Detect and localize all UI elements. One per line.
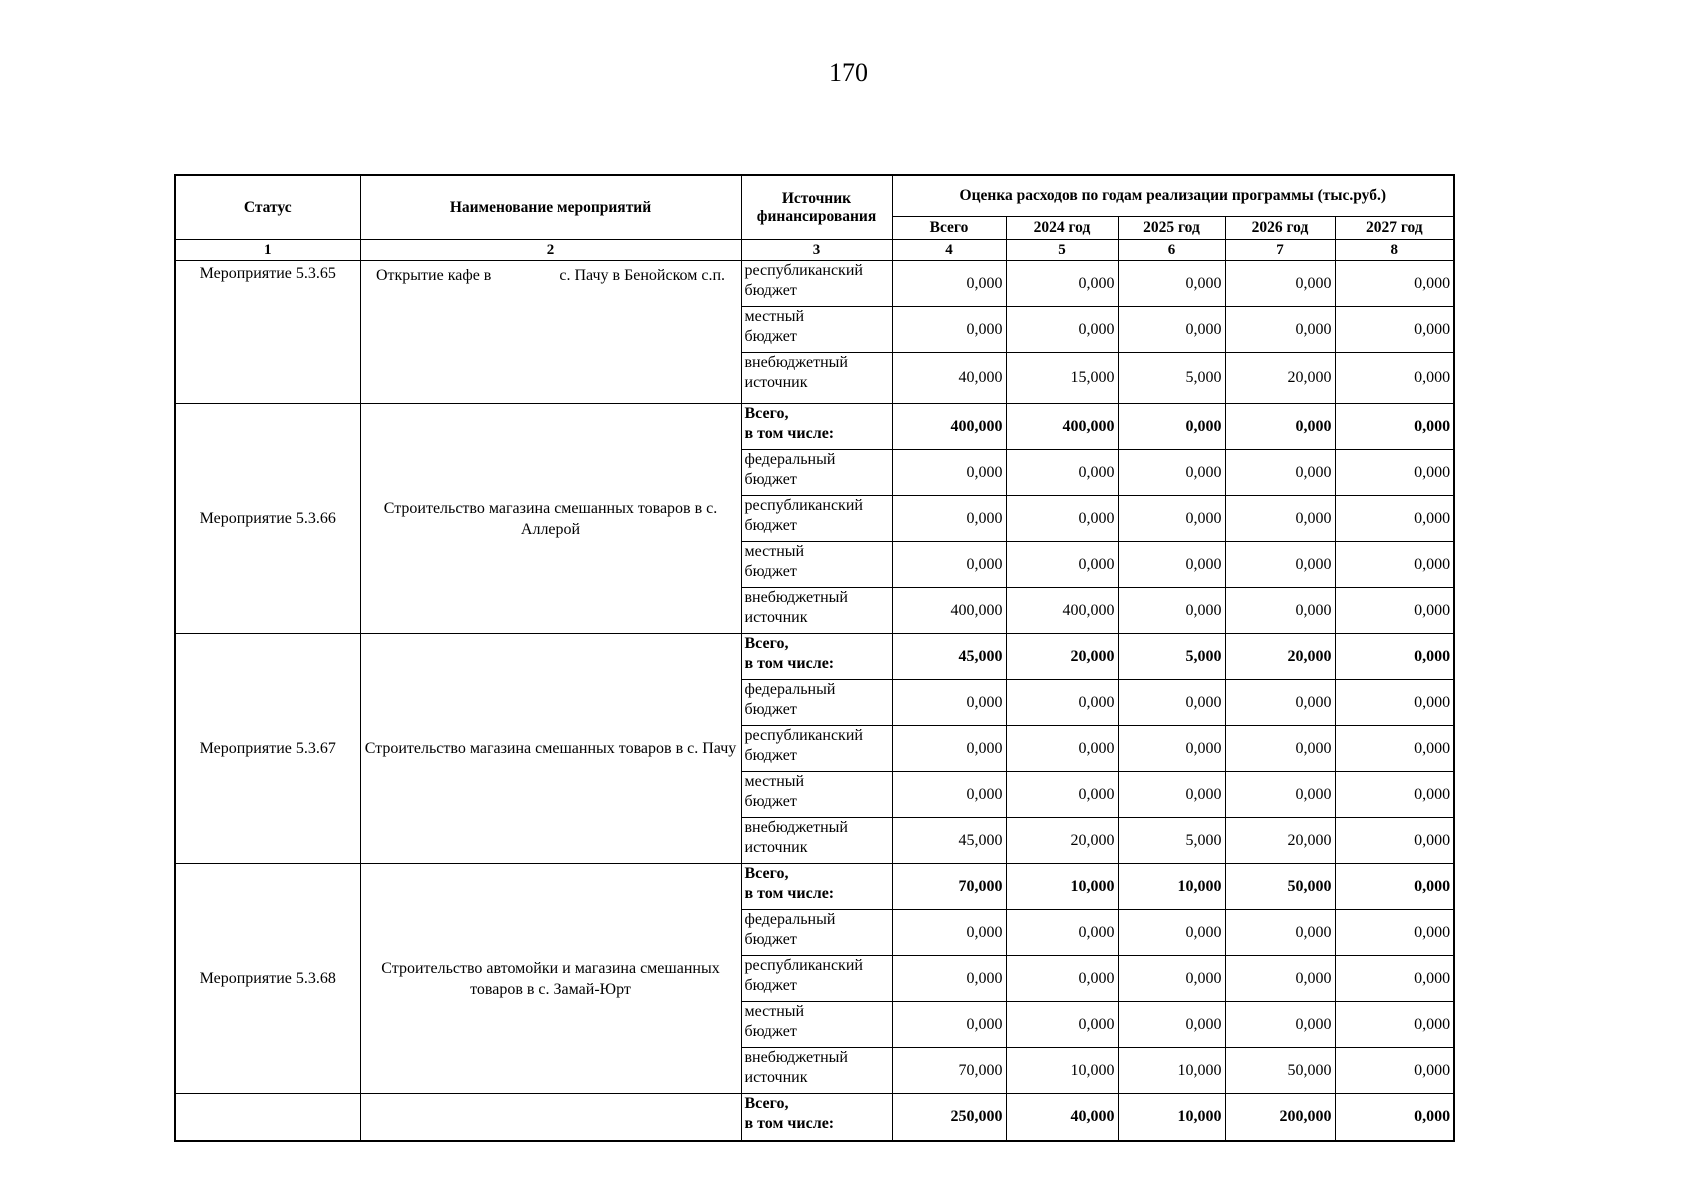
value-2024: 0,000	[1006, 1002, 1118, 1048]
column-number: 6	[1118, 240, 1225, 261]
value-2024: 40,000	[1006, 1094, 1118, 1142]
funding-source: внебюджетный источник	[741, 818, 892, 864]
table-row	[175, 1094, 1454, 1142]
value-2025: 0,000	[1118, 680, 1225, 726]
value-2024: 0,000	[1006, 726, 1118, 772]
value-2026: 20,000	[1225, 818, 1335, 864]
value-2027: 0,000	[1335, 818, 1454, 864]
value-2024: 20,000	[1006, 634, 1118, 680]
column-number: 1	[175, 240, 360, 261]
value-2025: 0,000	[1118, 404, 1225, 450]
value-2026: 50,000	[1225, 1048, 1335, 1094]
table-body	[175, 261, 1454, 1142]
value-total: 45,000	[892, 818, 1006, 864]
measure-status: Мероприятие 5.3.68	[175, 864, 360, 1094]
funding-source: Всего, в том числе:	[741, 864, 892, 910]
value-2024: 0,000	[1006, 450, 1118, 496]
funding-source: внебюджетный источник	[741, 353, 892, 404]
value-total: 0,000	[892, 496, 1006, 542]
value-2027: 0,000	[1335, 542, 1454, 588]
header-2026: 2026 год	[1225, 217, 1335, 240]
value-total: 0,000	[892, 1002, 1006, 1048]
value-2027: 0,000	[1335, 772, 1454, 818]
value-2025: 5,000	[1118, 634, 1225, 680]
header-source: Источник финансирования	[741, 175, 892, 240]
header-2024: 2024 год	[1006, 217, 1118, 240]
value-2024: 400,000	[1006, 588, 1118, 634]
value-2025: 0,000	[1118, 956, 1225, 1002]
header-total: Всего	[892, 217, 1006, 240]
value-2026: 0,000	[1225, 261, 1335, 307]
measure-name: Строительство магазина смешанных товаров в с. Аллерой	[360, 404, 741, 634]
funding-source: республиканский бюджет	[741, 956, 892, 1002]
measure-status: Мероприятие 5.3.65	[175, 261, 360, 404]
measure-name: Строительство автомойки и магазина смешанных товаров в с. Замай-Юрт	[360, 864, 741, 1094]
value-2027: 0,000	[1335, 496, 1454, 542]
funding-source: республиканский бюджет	[741, 496, 892, 542]
value-2026: 0,000	[1225, 542, 1335, 588]
value-2025: 5,000	[1118, 353, 1225, 404]
header-2025: 2025 год	[1118, 217, 1225, 240]
value-total: 0,000	[892, 910, 1006, 956]
measure-name: Открытие кафе в с. Пачу в Бенойском с.п.	[360, 261, 741, 404]
table-row	[175, 864, 1454, 910]
value-2025: 0,000	[1118, 542, 1225, 588]
column-number: 3	[741, 240, 892, 261]
value-2024: 0,000	[1006, 680, 1118, 726]
value-total: 0,000	[892, 450, 1006, 496]
value-total: 70,000	[892, 864, 1006, 910]
value-2026: 50,000	[1225, 864, 1335, 910]
column-number: 4	[892, 240, 1006, 261]
funding-source: местный бюджет	[741, 772, 892, 818]
value-2025: 0,000	[1118, 726, 1225, 772]
value-2027: 0,000	[1335, 726, 1454, 772]
column-number: 7	[1225, 240, 1335, 261]
header-2027: 2027 год	[1335, 217, 1454, 240]
value-2027: 0,000	[1335, 588, 1454, 634]
value-2026: 0,000	[1225, 726, 1335, 772]
funding-source: местный бюджет	[741, 1002, 892, 1048]
value-2026: 0,000	[1225, 496, 1335, 542]
value-2024: 0,000	[1006, 910, 1118, 956]
value-2026: 20,000	[1225, 353, 1335, 404]
value-2027: 0,000	[1335, 680, 1454, 726]
value-2027: 0,000	[1335, 307, 1454, 353]
value-total: 40,000	[892, 353, 1006, 404]
table-row	[175, 634, 1454, 680]
value-total: 400,000	[892, 588, 1006, 634]
value-2024: 20,000	[1006, 818, 1118, 864]
value-2026: 200,000	[1225, 1094, 1335, 1142]
value-2027: 0,000	[1335, 404, 1454, 450]
value-2025: 0,000	[1118, 910, 1225, 956]
value-2025: 10,000	[1118, 864, 1225, 910]
value-2027: 0,000	[1335, 261, 1454, 307]
value-2025: 0,000	[1118, 261, 1225, 307]
value-2025: 0,000	[1118, 588, 1225, 634]
column-number-row	[175, 240, 1454, 261]
measure-status: Мероприятие 5.3.67	[175, 634, 360, 864]
value-2024: 0,000	[1006, 261, 1118, 307]
value-2025: 0,000	[1118, 307, 1225, 353]
measure-status: Мероприятие 5.3.66	[175, 404, 360, 634]
funding-source: республиканский бюджет	[741, 261, 892, 307]
funding-source: внебюджетный источник	[741, 588, 892, 634]
value-total: 70,000	[892, 1048, 1006, 1094]
value-total: 0,000	[892, 261, 1006, 307]
value-2026: 0,000	[1225, 680, 1335, 726]
measure-name: Строительство магазина смешанных товаров в с. Пачу	[360, 634, 741, 864]
funding-source: местный бюджет	[741, 307, 892, 353]
value-total: 0,000	[892, 956, 1006, 1002]
value-total: 45,000	[892, 634, 1006, 680]
value-2026: 0,000	[1225, 404, 1335, 450]
header-estimate: Оценка расходов по годам реализации программы (тыс.руб.)	[892, 175, 1454, 217]
budget-table	[174, 174, 1455, 1142]
measure-status	[175, 1094, 360, 1142]
value-2026: 0,000	[1225, 956, 1335, 1002]
value-2024: 0,000	[1006, 956, 1118, 1002]
value-2024: 0,000	[1006, 307, 1118, 353]
header-status: Статус	[175, 175, 360, 240]
value-2026: 0,000	[1225, 307, 1335, 353]
column-number: 2	[360, 240, 741, 261]
value-2027: 0,000	[1335, 353, 1454, 404]
value-2025: 0,000	[1118, 496, 1225, 542]
funding-source: Всего, в том числе:	[741, 404, 892, 450]
value-2024: 15,000	[1006, 353, 1118, 404]
page-number: 170	[829, 58, 868, 87]
value-2027: 0,000	[1335, 910, 1454, 956]
value-total: 0,000	[892, 726, 1006, 772]
value-2027: 0,000	[1335, 634, 1454, 680]
value-total: 0,000	[892, 307, 1006, 353]
value-2026: 0,000	[1225, 1002, 1335, 1048]
measure-name	[360, 1094, 741, 1142]
value-2027: 0,000	[1335, 864, 1454, 910]
value-2025: 0,000	[1118, 772, 1225, 818]
value-2024: 10,000	[1006, 1048, 1118, 1094]
value-2025: 5,000	[1118, 818, 1225, 864]
funding-source: местный бюджет	[741, 542, 892, 588]
value-total: 250,000	[892, 1094, 1006, 1142]
column-number: 8	[1335, 240, 1454, 261]
funding-source: федеральный бюджет	[741, 450, 892, 496]
value-2024: 0,000	[1006, 496, 1118, 542]
value-2026: 0,000	[1225, 588, 1335, 634]
value-2027: 0,000	[1335, 1002, 1454, 1048]
value-2025: 0,000	[1118, 1002, 1225, 1048]
funding-source: республиканский бюджет	[741, 726, 892, 772]
value-2026: 0,000	[1225, 910, 1335, 956]
value-2027: 0,000	[1335, 956, 1454, 1002]
value-total: 0,000	[892, 772, 1006, 818]
column-number: 5	[1006, 240, 1118, 261]
value-2025: 0,000	[1118, 450, 1225, 496]
value-2024: 10,000	[1006, 864, 1118, 910]
value-2025: 10,000	[1118, 1048, 1225, 1094]
value-2024: 0,000	[1006, 542, 1118, 588]
value-2025: 10,000	[1118, 1094, 1225, 1142]
value-2024: 0,000	[1006, 772, 1118, 818]
value-total: 0,000	[892, 542, 1006, 588]
funding-source: Всего, в том числе:	[741, 634, 892, 680]
value-2026: 0,000	[1225, 450, 1335, 496]
funding-source: Всего, в том числе:	[741, 1094, 892, 1142]
value-2027: 0,000	[1335, 1094, 1454, 1142]
funding-source: внебюджетный источник	[741, 1048, 892, 1094]
value-2027: 0,000	[1335, 450, 1454, 496]
value-2026: 20,000	[1225, 634, 1335, 680]
header-name: Наименование мероприятий	[360, 175, 741, 240]
value-total: 0,000	[892, 680, 1006, 726]
table-row	[175, 404, 1454, 450]
funding-source: федеральный бюджет	[741, 910, 892, 956]
value-2024: 400,000	[1006, 404, 1118, 450]
funding-source: федеральный бюджет	[741, 680, 892, 726]
value-total: 400,000	[892, 404, 1006, 450]
value-2026: 0,000	[1225, 772, 1335, 818]
value-2027: 0,000	[1335, 1048, 1454, 1094]
table-row	[175, 261, 1454, 307]
